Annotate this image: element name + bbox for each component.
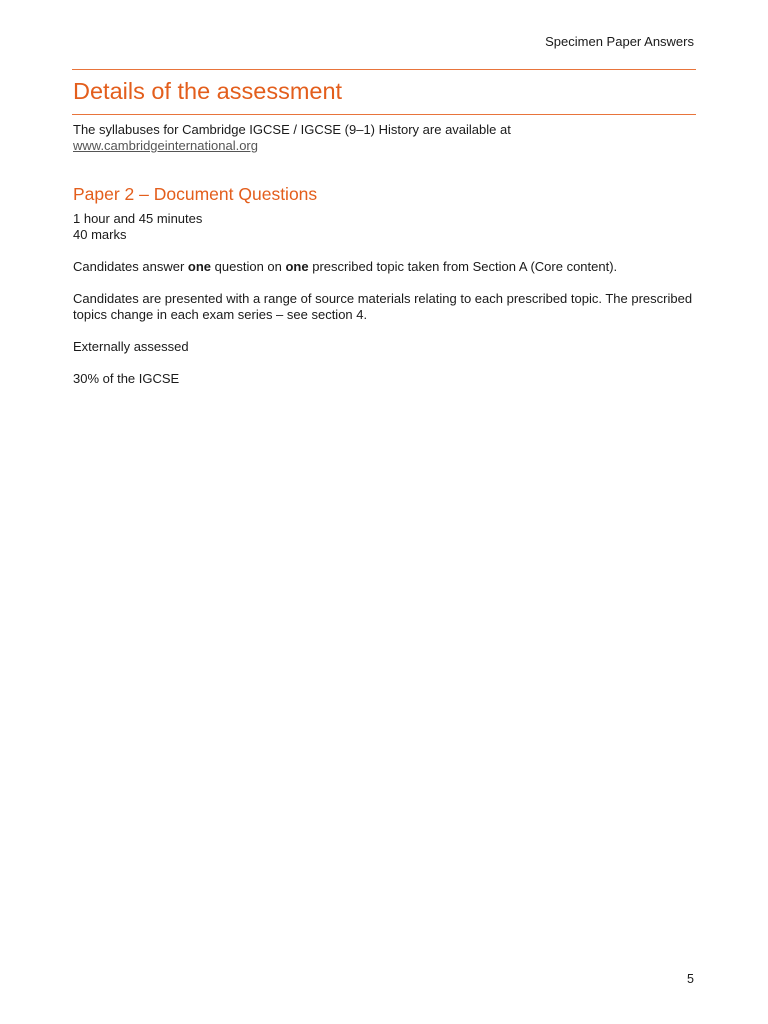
page-title: Details of the assessment <box>73 78 343 104</box>
content-body <box>73 122 697 387</box>
paper-marks: 40 marks <box>73 227 127 242</box>
running-header: Specimen Paper Answers <box>545 34 694 49</box>
intro-text: The syllabuses for Cambridge IGCSE / IGCSE (9–1) History are available at <box>73 122 511 137</box>
answer-text-1: Candidates answer <box>73 259 188 274</box>
answer-text-2: question on <box>211 259 286 274</box>
syllabus-link[interactable]: www.cambridgeinternational.org <box>73 138 258 153</box>
answer-instructions <box>73 259 697 275</box>
answer-text-3: prescribed topic taken from Section A (Core content). <box>308 259 618 274</box>
title-divider <box>72 114 696 115</box>
answer-bold-1: one <box>187 259 212 274</box>
page-number: 5 <box>687 972 694 986</box>
sources-paragraph: Candidates are presented with a range of source materials relating to each prescribed topic. The prescribed topics change in each exam series – see section 4. <box>73 291 693 322</box>
section-title-paper-2: Paper 2 – Document Questions <box>73 184 318 204</box>
paper-duration: 1 hour and 45 minutes <box>73 211 203 226</box>
weighting: 30% of the IGCSE <box>73 371 180 386</box>
answer-bold-2: one <box>285 259 309 274</box>
paper-duration-marks <box>73 211 697 243</box>
intro-paragraph <box>73 122 697 154</box>
assessment-type: Externally assessed <box>73 339 189 354</box>
top-divider <box>72 69 696 70</box>
